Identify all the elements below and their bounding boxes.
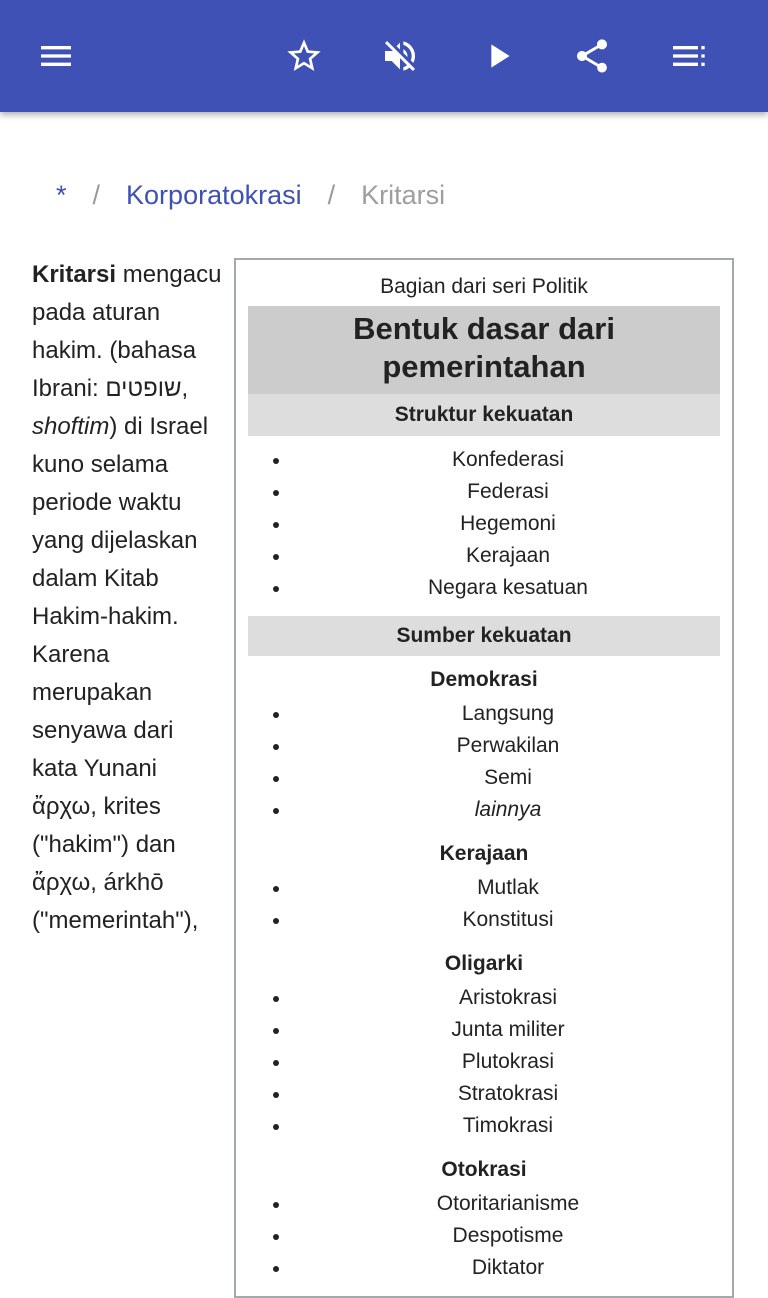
infobox-group-title: Oligarki	[444, 952, 524, 975]
volume-off-icon	[380, 36, 420, 76]
infobox-section-header: Struktur kekuatan	[248, 394, 720, 436]
list-item[interactable]: Konfederasi	[236, 444, 732, 476]
list-item[interactable]: Otoritarianisme	[236, 1188, 732, 1220]
playlist-icon	[668, 36, 708, 76]
infobox-caption: Bagian dari seri Politik	[380, 275, 588, 298]
breadcrumb-parent[interactable]: Korporatokrasi	[126, 180, 302, 210]
breadcrumb-root[interactable]: *	[56, 180, 67, 210]
infobox-list	[236, 872, 732, 936]
list-item[interactable]: lainnya	[236, 794, 732, 826]
list-item[interactable]: Aristokrasi	[236, 982, 732, 1014]
infobox	[234, 258, 734, 1298]
contents-button[interactable]	[660, 28, 716, 84]
menu-button[interactable]	[28, 28, 84, 84]
infobox-list	[236, 698, 732, 826]
breadcrumb-separator: /	[92, 180, 101, 210]
infobox-section-header: Sumber kekuatan	[248, 616, 720, 656]
breadcrumb-current: Kritarsi	[361, 180, 446, 210]
infobox-group-title: Demokrasi	[430, 668, 538, 691]
list-item[interactable]: Konstitusi	[236, 904, 732, 936]
favorite-button[interactable]	[276, 28, 332, 84]
list-item[interactable]: Semi	[236, 762, 732, 794]
list-item[interactable]: Stratokrasi	[236, 1078, 732, 1110]
list-item[interactable]: Kerajaan	[236, 540, 732, 572]
list-item[interactable]: Langsung	[236, 698, 732, 730]
mute-button[interactable]	[372, 28, 428, 84]
list-item[interactable]: Hegemoni	[236, 508, 732, 540]
share-button[interactable]	[564, 28, 620, 84]
list-item[interactable]: Negara kesatuan	[236, 572, 732, 604]
infobox-title: Bentuk dasar dari pemerintahan	[248, 306, 720, 394]
star-icon	[284, 36, 324, 76]
list-item[interactable]: Federasi	[236, 476, 732, 508]
infobox-group-title: Kerajaan	[439, 842, 529, 865]
infobox-group-title: Otokrasi	[441, 1158, 527, 1181]
infobox-list	[236, 982, 732, 1142]
list-item[interactable]: Perwakilan	[236, 730, 732, 762]
article-italic: shoftim	[32, 413, 110, 440]
play-icon	[478, 36, 518, 76]
breadcrumb-separator: /	[327, 180, 336, 210]
list-item[interactable]: Junta militer	[236, 1014, 732, 1046]
play-button[interactable]	[470, 28, 526, 84]
infobox-list	[236, 444, 732, 604]
article-text: ) di Israel kuno selama periode waktu yang dijelaskan dalam Kitab Hakim-hakim. Karena merupakan senyawa dari kata Yunani ἄρχω, krites ("hakim") dan ἄρχω, árkhō ("memerintah"),	[32, 413, 209, 934]
share-icon	[572, 36, 612, 76]
list-item[interactable]: Despotisme	[236, 1220, 732, 1252]
article-body	[32, 256, 222, 940]
list-item[interactable]: Diktator	[236, 1252, 732, 1284]
infobox-list	[236, 1188, 732, 1284]
list-item[interactable]: Plutokrasi	[236, 1046, 732, 1078]
list-item[interactable]: Timokrasi	[236, 1110, 732, 1142]
menu-icon	[36, 36, 76, 76]
article-text: mengacu pada aturan hakim. (bahasa Ibrani: שופטים,	[32, 261, 222, 402]
article-term: Kritarsi	[32, 261, 117, 288]
breadcrumb	[56, 180, 445, 211]
list-item[interactable]: Mutlak	[236, 872, 732, 904]
app-toolbar	[0, 0, 768, 112]
